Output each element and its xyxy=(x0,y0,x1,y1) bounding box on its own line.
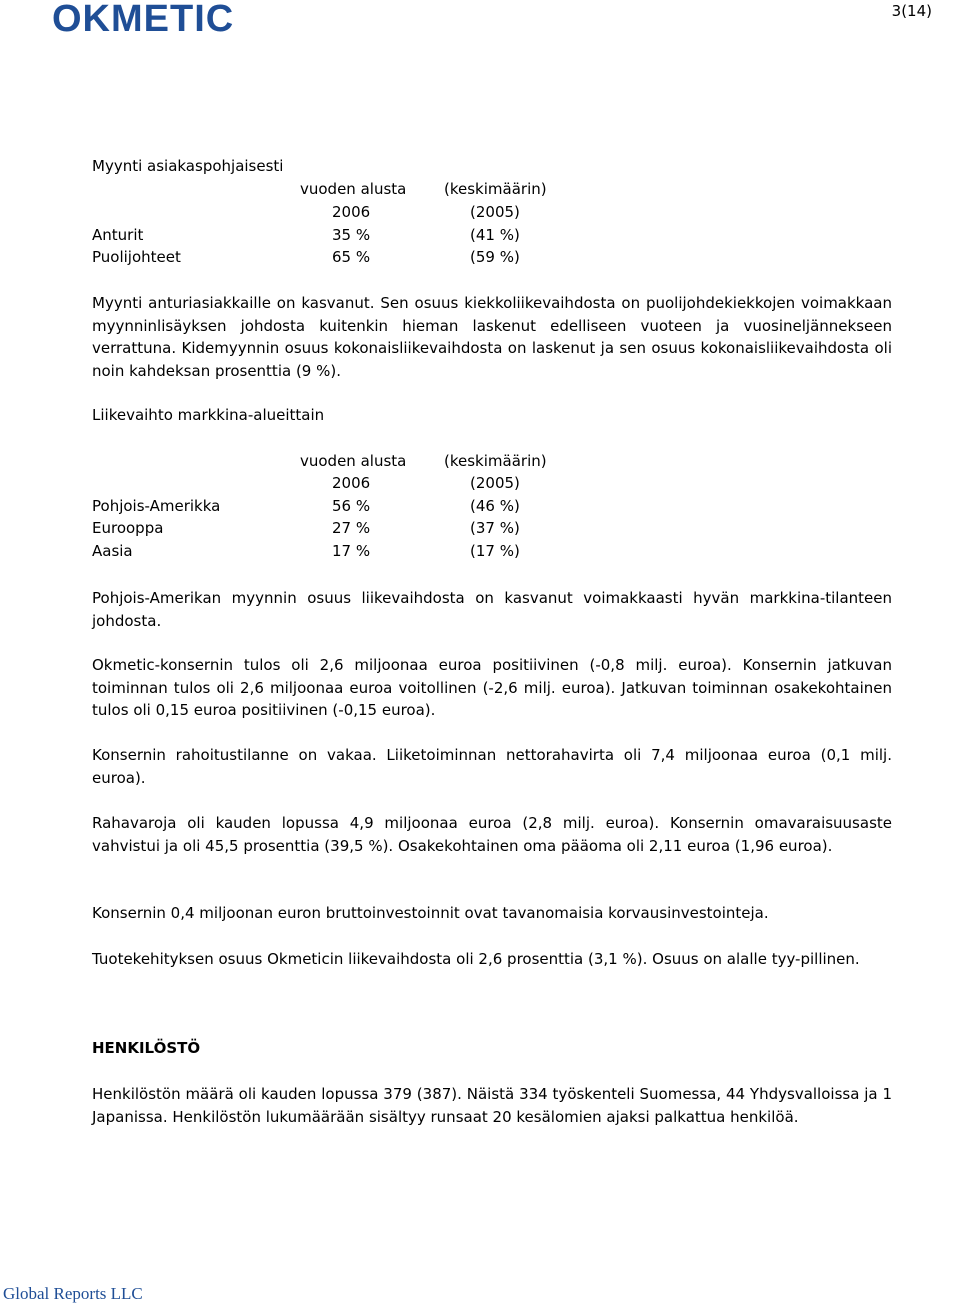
okmetic-logo: OKMETIC xyxy=(52,0,235,40)
table-cell: 56 % xyxy=(332,497,371,515)
paragraph-personnel: Henkilöstön määrä oli kauden lopussa 379 (387). Näistä 334 työskenteli Suomessa, 44 Yhdysvalloissa ja 1 Japanissa. Henkilöstön lukumäärään sisältyy runsaat 20 kesälomien ajaksi palkattua henkilöä. xyxy=(92,1085,892,1126)
table-row-label: Aasia xyxy=(92,542,133,560)
paragraph-cash: Rahavaroja oli kauden lopussa 4,9 miljoonaa euroa (2,8 milj. euroa). Konsernin omavaraisuusaste vahvistui ja oli 45,5 prosenttia (39,5 %). Osakekohtainen oma pääoma oli 2,11 euroa (1,96 euroa). xyxy=(92,814,892,855)
col2-header: (keskimäärin) xyxy=(444,180,547,198)
table-row-label: Puolijohteet xyxy=(92,248,181,266)
table-row-label: Anturit xyxy=(92,226,144,244)
footer-text: Global Reports LLC xyxy=(3,1284,143,1303)
sales-by-customer-title: Myynti asiakaspohjaisesti xyxy=(92,157,284,175)
table-cell: (17 %) xyxy=(470,542,520,560)
paragraph-north-america: Pohjois-Amerikan myynnin osuus liikevaihdosta on kasvanut voimakkaasti hyvän markkina-tilanteen johdosta. xyxy=(92,589,892,630)
table-cell: 17 % xyxy=(332,542,371,560)
col1-year: 2006 xyxy=(332,474,371,492)
table-cell: (59 %) xyxy=(470,248,520,266)
table-cell: (37 %) xyxy=(470,519,520,537)
personnel-heading: HENKILÖSTÖ xyxy=(92,1039,201,1057)
table-row-label: Pohjois-Amerikka xyxy=(92,497,221,515)
paragraph-financing: Konsernin rahoitustilanne on vakaa. Liiketoiminnan nettorahavirta oli 7,4 miljoonaa euroa (0,1 milj. euroa). xyxy=(92,746,892,787)
col2-year: (2005) xyxy=(470,203,520,221)
col1-year: 2006 xyxy=(332,203,371,221)
page-number: 3(14) xyxy=(891,2,932,20)
paragraph-customer-sales: Myynti anturiasiakkaille on kasvanut. Sen osuus kiekkoliikevaihdosta on puolijohdekiekkojen voimakkaan myynninlisäyksen johdosta kuitenkin hieman laskenut edelliseen vuoteen ja vuosineljännekseen verrattuna. Kidemyynnin osuus kokonaisliikevaihdosta on laskenut ja sen osuus kokonaisliikevaihdosta oli noin kahdeksan prosenttia (9 %). xyxy=(92,294,892,380)
table-cell: 27 % xyxy=(332,519,371,537)
col1-header: vuoden alusta xyxy=(300,180,407,198)
table-cell: 35 % xyxy=(332,226,371,244)
paragraph-result: Okmetic-konsernin tulos oli 2,6 miljoonaa euroa positiivinen (-0,8 milj. euroa). Konsernin jatkuvan toiminnan tulos oli 2,6 miljoonaa euroa voitollinen (-2,6 milj. euroa). Jatkuvan toiminnan osakekohtainen tulos oli 0,15 euroa positiivinen (-0,15 euroa). xyxy=(92,656,892,719)
table-cell: 65 % xyxy=(332,248,371,266)
col2-header: (keskimäärin) xyxy=(444,452,547,470)
table-cell: (41 %) xyxy=(470,226,520,244)
paragraph-rnd: Tuotekehityksen osuus Okmeticin liikevaihdosta oli 2,6 prosenttia (3,1 %). Osuus on alalle tyy-pillinen. xyxy=(92,950,860,968)
table-cell: (46 %) xyxy=(470,497,520,515)
table-row-label: Eurooppa xyxy=(92,519,164,537)
paragraph-investments: Konsernin 0,4 miljoonan euron bruttoinvestoinnit ovat tavanomaisia korvausinvestointeja. xyxy=(92,904,769,922)
col1-header: vuoden alusta xyxy=(300,452,407,470)
col2-year: (2005) xyxy=(470,474,520,492)
sales-by-region-title: Liikevaihto markkina-alueittain xyxy=(92,406,325,424)
